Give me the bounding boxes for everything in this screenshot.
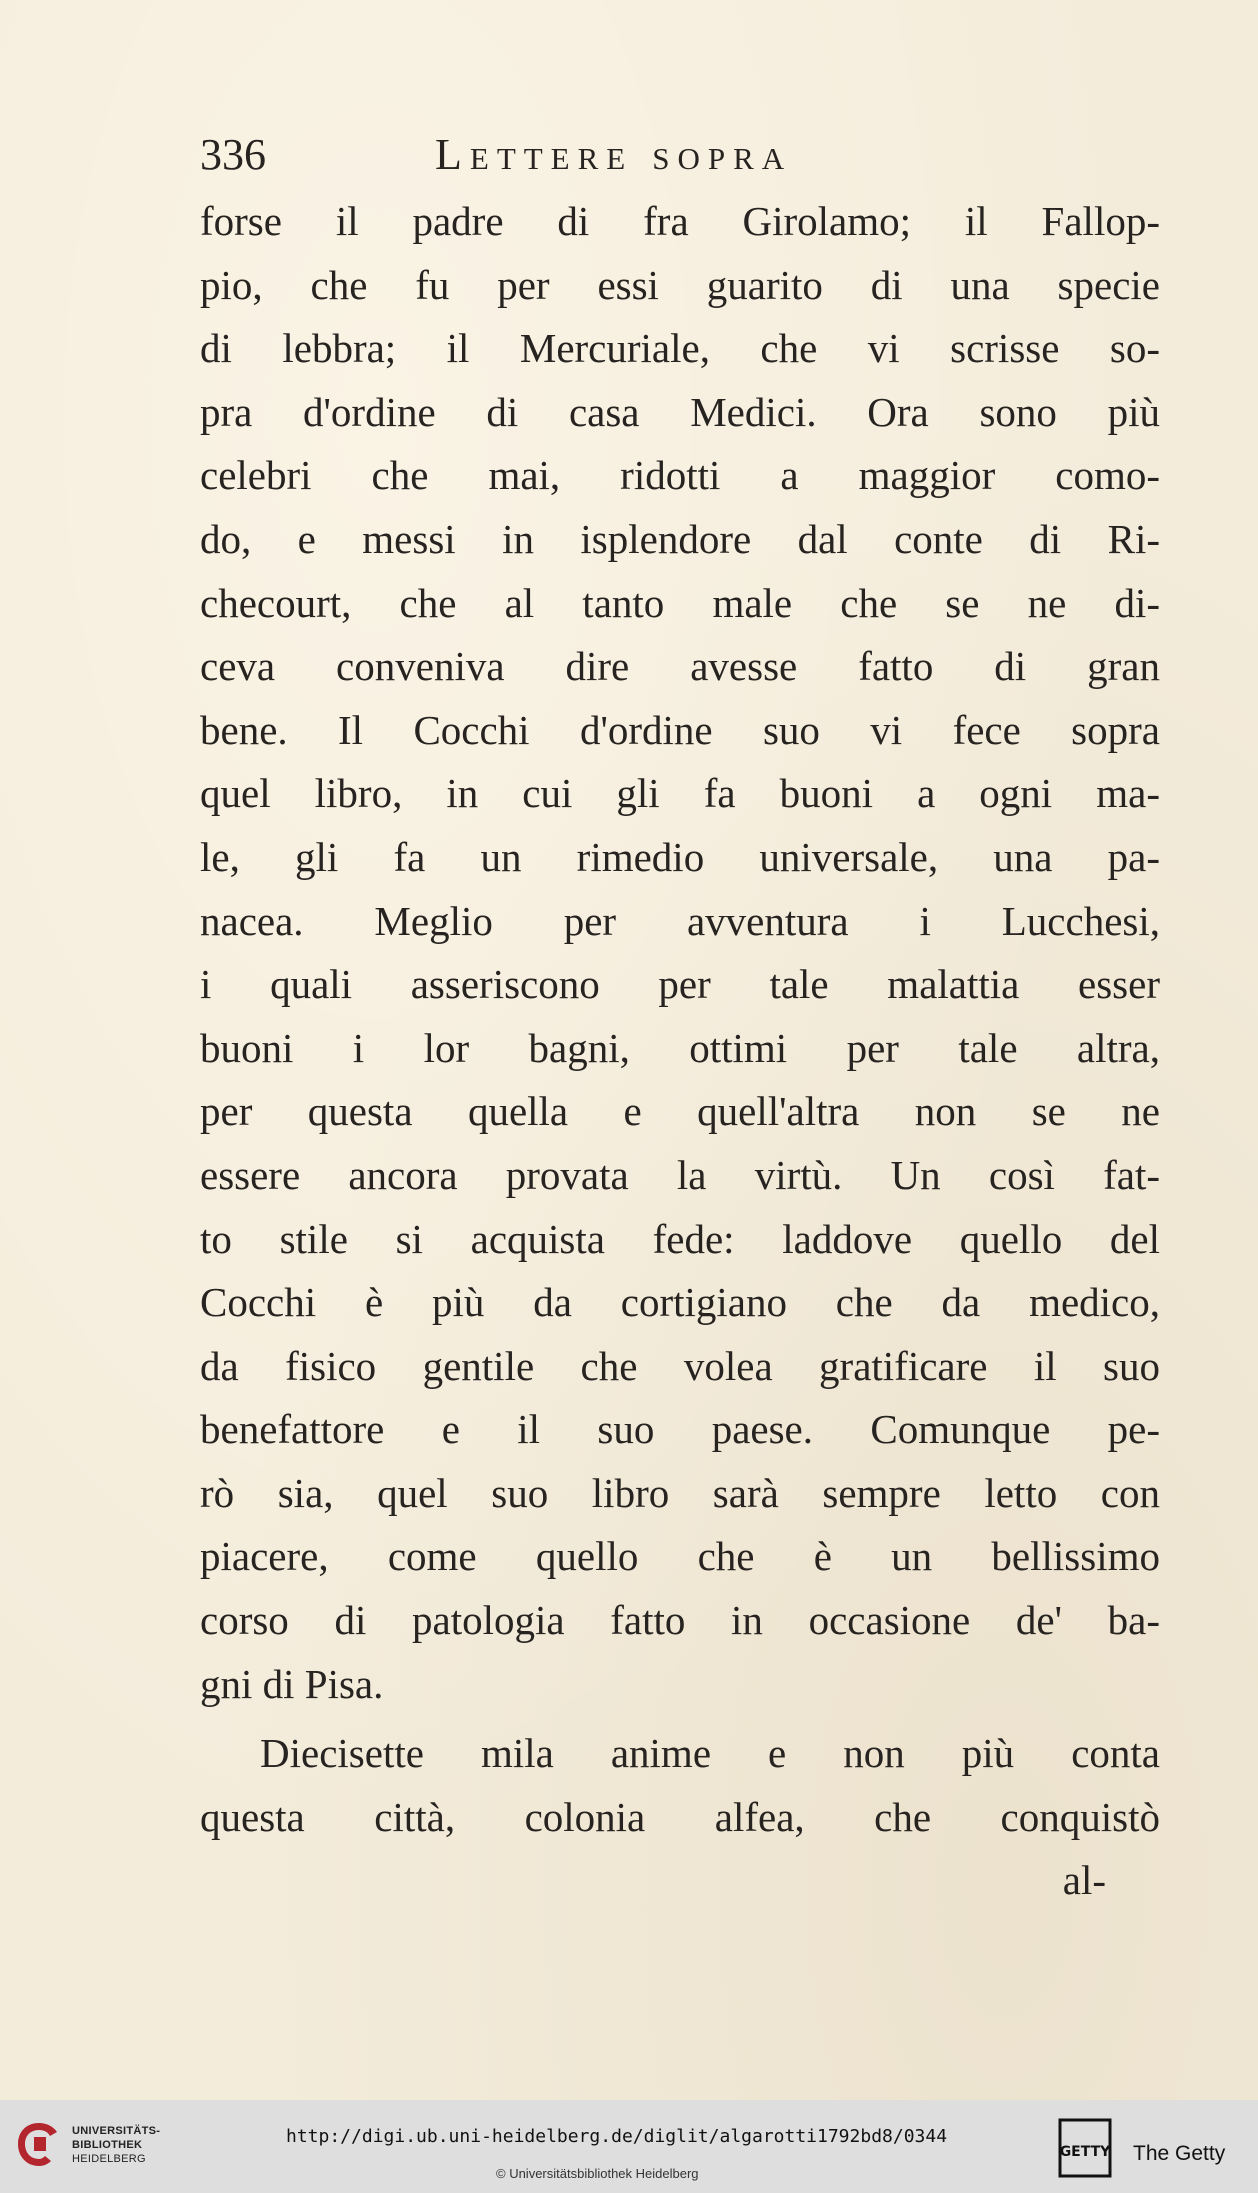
- text-line: pra d'ordine di casa Medici. Ora sono più: [200, 388, 1160, 435]
- text-line: benefattore e il suo paese. Comunque pe-: [200, 1406, 1160, 1453]
- text-line: do, e messi in isplendore dal conte di Ri-: [200, 515, 1160, 562]
- text-line: le, gli fa un rimedio universale, una pa-: [200, 833, 1160, 880]
- getty-name: The Getty: [1133, 2142, 1226, 2165]
- paragraph-1: [200, 190, 1160, 1716]
- text-line: questa città, colonia alfea, che conquistò: [200, 1793, 1160, 1840]
- library-name-line: BIBLIOTHEK: [72, 2139, 143, 2151]
- text-line: checourt, che al tanto male che se ne di-: [200, 579, 1160, 626]
- catchword: al-: [1062, 1857, 1106, 1904]
- getty-logo-text: GETTY: [1059, 2144, 1111, 2160]
- text-line: rò sia, quel suo libro sarà sempre letto con: [200, 1469, 1160, 1516]
- text-line: nacea. Meglio per avventura i Lucchesi,: [200, 897, 1160, 944]
- text-block: [200, 120, 1160, 1913]
- text-line: bene. Il Cocchi d'ordine suo vi fece sopra: [200, 706, 1160, 753]
- running-head: [200, 120, 1160, 190]
- text-line: quel libro, in cui gli fa buoni a ogni ma-: [200, 770, 1160, 817]
- text-line: Cocchi è più da cortigiano che da medico,: [200, 1279, 1160, 1326]
- text-line: da fisico gentile che volea gratificare il suo: [200, 1342, 1160, 1389]
- viewer-footer: [0, 2100, 1258, 2193]
- text-line: gni di Pisa.: [200, 1660, 384, 1707]
- university-library-logo-icon: [14, 2120, 64, 2170]
- permalink-url[interactable]: http://digi.ub.uni-heidelberg.de/diglit/algarotti1792bd8/0344: [286, 2126, 948, 2147]
- getty-logo-icon: [1058, 2118, 1112, 2178]
- running-title: Lettere sopra: [435, 130, 793, 179]
- text-line: forse il padre di fra Girolamo; il Fallop-: [200, 198, 1160, 244]
- library-name-line: HEIDELBERG: [72, 2153, 146, 2165]
- text-line: i quali asseriscono per tale malattia esser: [200, 961, 1160, 1008]
- text-line: ceva conveniva dire avesse fatto di gran: [200, 643, 1160, 690]
- page-number: 336: [200, 130, 266, 179]
- text-line: corso di patologia fatto in occasione de' ba-: [200, 1597, 1160, 1644]
- text-line: di lebbra; il Mercuriale, che vi scrisse so-: [200, 325, 1160, 372]
- text-line: per questa quella e quell'altra non se ne: [200, 1088, 1160, 1135]
- text-line: celebri che mai, ridotti a maggior como-: [200, 452, 1160, 499]
- text-line: buoni i lor bagni, ottimi per tale altra,: [200, 1024, 1160, 1071]
- text-line: Diecisette mila anime e non più conta: [260, 1730, 1160, 1777]
- text-line: pio, che fu per essi guarito di una specie: [200, 261, 1160, 308]
- text-line: to stile si acquista fede: laddove quello del: [200, 1215, 1160, 1262]
- paragraph-2: [200, 1722, 1160, 1849]
- text-line: essere ancora provata la virtù. Un così fat-: [200, 1151, 1160, 1198]
- library-name-line: UNIVERSITÄTS-: [72, 2125, 161, 2137]
- copyright-notice: © Universitätsbibliothek Heidelberg: [496, 2166, 699, 2181]
- university-library-name: [72, 2124, 160, 2166]
- text-line: piacere, come quello che è un bellissimo: [200, 1533, 1160, 1580]
